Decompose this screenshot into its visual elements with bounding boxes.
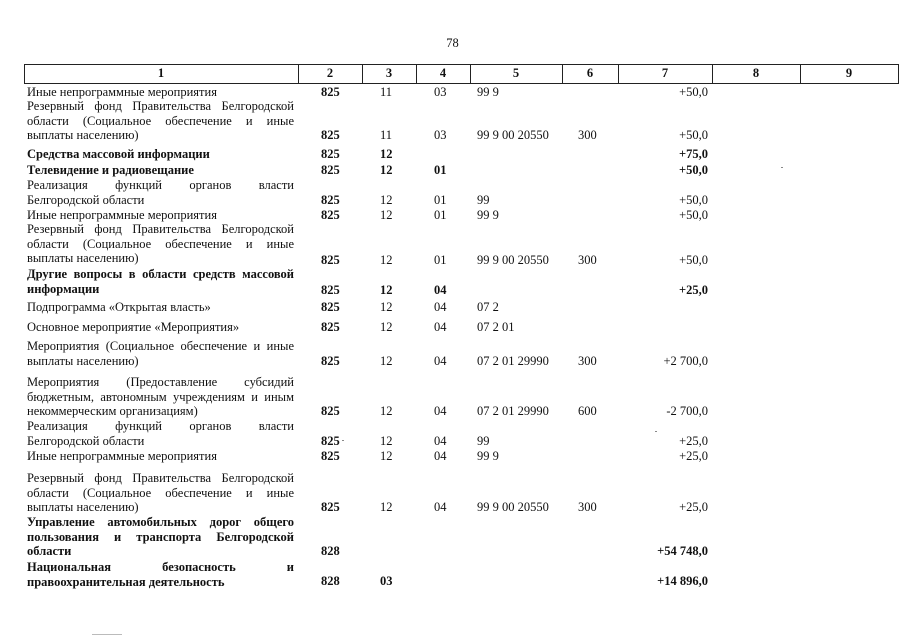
row-cell-col-2: 825 — [321, 163, 340, 177]
row-cell-col-2: 825 — [321, 283, 340, 297]
row-cell-col-3: 12 — [380, 208, 393, 222]
row-cell-col-4: 04 — [434, 434, 447, 448]
row-cell-col-3: 12 — [380, 283, 393, 297]
row-cell-col-4: 01 — [434, 208, 447, 222]
scan-smudge — [92, 634, 122, 635]
row-description: Резервный фонд Правительства Белгородской области (Социальное обеспечение и иные выплаты населению) — [27, 471, 294, 514]
row-cell-col-2: 825 — [321, 128, 340, 142]
row-cell-col-2: 825 — [321, 449, 340, 463]
row-cell-col-4: 04 — [434, 354, 447, 368]
row-cell-col-4: 01 — [434, 253, 447, 267]
row-cell-col-3: 12 — [380, 253, 393, 267]
row-description: Телевидение и радиовещание — [27, 163, 194, 177]
row-description: Управление автомобильных дорог общего пользования и транспорта Белгородской области — [27, 515, 294, 558]
row-description: Мероприятия (Социальное обеспечение и иные выплаты населению) — [27, 339, 294, 368]
row-cell-col-2: 825 — [321, 208, 340, 222]
row-cell-col-5: 99 9 00 20550 — [477, 253, 549, 267]
column-header-4: 4 — [439, 66, 447, 80]
column-header-7: 7 — [661, 66, 669, 80]
row-cell-col-2: 825 — [321, 404, 340, 418]
column-header-1: 1 — [157, 66, 165, 80]
row-cell-col-7: +2 700,0 — [663, 354, 708, 368]
row-cell-col-3: 12 — [380, 434, 393, 448]
row-cell-col-3: 12 — [380, 147, 393, 161]
row-cell-col-2: 828 — [321, 574, 340, 588]
row-cell-col-2: 825 — [321, 434, 340, 448]
row-cell-col-7: +50,0 — [679, 208, 708, 222]
row-cell-col-2: 825 — [321, 500, 340, 514]
row-cell-col-5: 07 2 01 — [477, 320, 515, 334]
row-cell-col-4: 03 — [434, 128, 447, 142]
row-cell-col-3: 12 — [380, 193, 393, 207]
row-cell-col-7: +25,0 — [679, 283, 708, 297]
row-cell-col-5: 07 2 — [477, 300, 499, 314]
row-cell-col-6: 300 — [578, 354, 597, 368]
row-description: Средства массовой информации — [27, 147, 210, 161]
table-top-border — [24, 64, 899, 65]
row-cell-col-2: 828 — [321, 544, 340, 558]
row-description: Резервный фонд Правительства Белгородской области (Социальное обеспечение и иные выплаты населению) — [27, 222, 294, 265]
row-cell-col-7: +50,0 — [679, 193, 708, 207]
row-cell-col-2: 825 — [321, 193, 340, 207]
row-cell-col-6: 300 — [578, 128, 597, 142]
row-cell-col-2: 825 — [321, 354, 340, 368]
row-cell-col-7: +54 748,0 — [657, 544, 708, 558]
row-description: Реализация функций органов власти Белгородской области — [27, 178, 294, 207]
row-cell-col-3: 03 — [380, 574, 393, 588]
row-cell-col-5: 99 9 — [477, 85, 499, 99]
row-cell-col-7: +50,0 — [679, 253, 708, 267]
row-description: Другие вопросы в области средств массовой информации — [27, 267, 294, 296]
row-cell-col-3: 12 — [380, 320, 393, 334]
row-cell-col-4: 04 — [434, 449, 447, 463]
row-cell-col-7: -2 700,0 — [666, 404, 708, 418]
column-header-5: 5 — [512, 66, 520, 80]
row-cell-col-5: 07 2 01 29990 — [477, 354, 549, 368]
row-cell-col-7: +14 896,0 — [657, 574, 708, 588]
row-cell-col-3: 12 — [380, 163, 393, 177]
row-cell-col-3: 12 — [380, 449, 393, 463]
row-cell-col-4: 04 — [434, 283, 447, 297]
row-cell-col-5: 99 9 00 20550 — [477, 128, 549, 142]
row-description: Иные непрограммные мероприятия — [27, 449, 217, 463]
row-cell-col-7: +25,0 — [679, 434, 708, 448]
row-cell-col-2: 825 — [321, 147, 340, 161]
row-cell-col-4: 04 — [434, 320, 447, 334]
row-cell-col-4: 01 — [434, 193, 447, 207]
row-cell-col-2: 825 — [321, 300, 340, 314]
row-cell-col-5: 99 — [477, 434, 490, 448]
table-header-bottom-border — [24, 83, 899, 84]
row-cell-col-7: +50,0 — [679, 85, 708, 99]
row-cell-col-6: 300 — [578, 500, 597, 514]
row-cell-col-6: 300 — [578, 253, 597, 267]
row-description: Иные непрограммные мероприятия — [27, 85, 217, 99]
scan-speck — [781, 167, 783, 168]
column-header-2: 2 — [326, 66, 334, 80]
scan-speck — [655, 431, 657, 432]
row-description: Иные непрограммные мероприятия — [27, 208, 217, 222]
row-cell-col-7: +25,0 — [679, 449, 708, 463]
column-header-3: 3 — [385, 66, 393, 80]
row-description: Национальная безопасность и правоохранительная деятельность — [27, 560, 294, 589]
row-cell-col-3: 12 — [380, 300, 393, 314]
row-description: Реализация функций органов власти Белгородской области — [27, 419, 294, 448]
scan-speck — [342, 440, 344, 441]
column-header-9: 9 — [845, 66, 853, 80]
row-cell-col-7: +50,0 — [679, 163, 708, 177]
row-cell-col-3: 12 — [380, 500, 393, 514]
row-cell-col-3: 12 — [380, 404, 393, 418]
column-header-8: 8 — [752, 66, 760, 80]
row-cell-col-2: 825 — [321, 85, 340, 99]
row-cell-col-7: +50,0 — [679, 128, 708, 142]
row-cell-col-7: +75,0 — [679, 147, 708, 161]
row-cell-col-2: 825 — [321, 320, 340, 334]
col-divider-9 — [898, 64, 899, 83]
row-cell-col-5: 99 9 — [477, 208, 499, 222]
row-cell-col-5: 99 9 00 20550 — [477, 500, 549, 514]
row-cell-col-3: 11 — [380, 85, 393, 99]
page-number: 78 — [446, 36, 459, 50]
row-cell-col-4: 04 — [434, 500, 447, 514]
column-header-6: 6 — [586, 66, 594, 80]
row-cell-col-3: 12 — [380, 354, 393, 368]
row-cell-col-7: +25,0 — [679, 500, 708, 514]
row-cell-col-5: 99 9 — [477, 449, 499, 463]
row-cell-col-4: 04 — [434, 300, 447, 314]
row-description: Резервный фонд Правительства Белгородской области (Социальное обеспечение и иные выплаты населению) — [27, 99, 294, 142]
row-cell-col-6: 600 — [578, 404, 597, 418]
row-description: Основное мероприятие «Мероприятия» — [27, 320, 240, 334]
row-cell-col-2: 825 — [321, 253, 340, 267]
row-cell-col-3: 11 — [380, 128, 393, 142]
row-cell-col-4: 01 — [434, 163, 447, 177]
row-cell-col-5: 07 2 01 29990 — [477, 404, 549, 418]
row-cell-col-5: 99 — [477, 193, 490, 207]
row-cell-col-4: 03 — [434, 85, 447, 99]
row-description: Подпрограмма «Открытая власть» — [27, 300, 211, 314]
row-description: Мероприятия (Предоставление субсидий бюджетным, автономным учреждениям и иным некоммерческим организациям) — [27, 375, 294, 418]
row-cell-col-4: 04 — [434, 404, 447, 418]
